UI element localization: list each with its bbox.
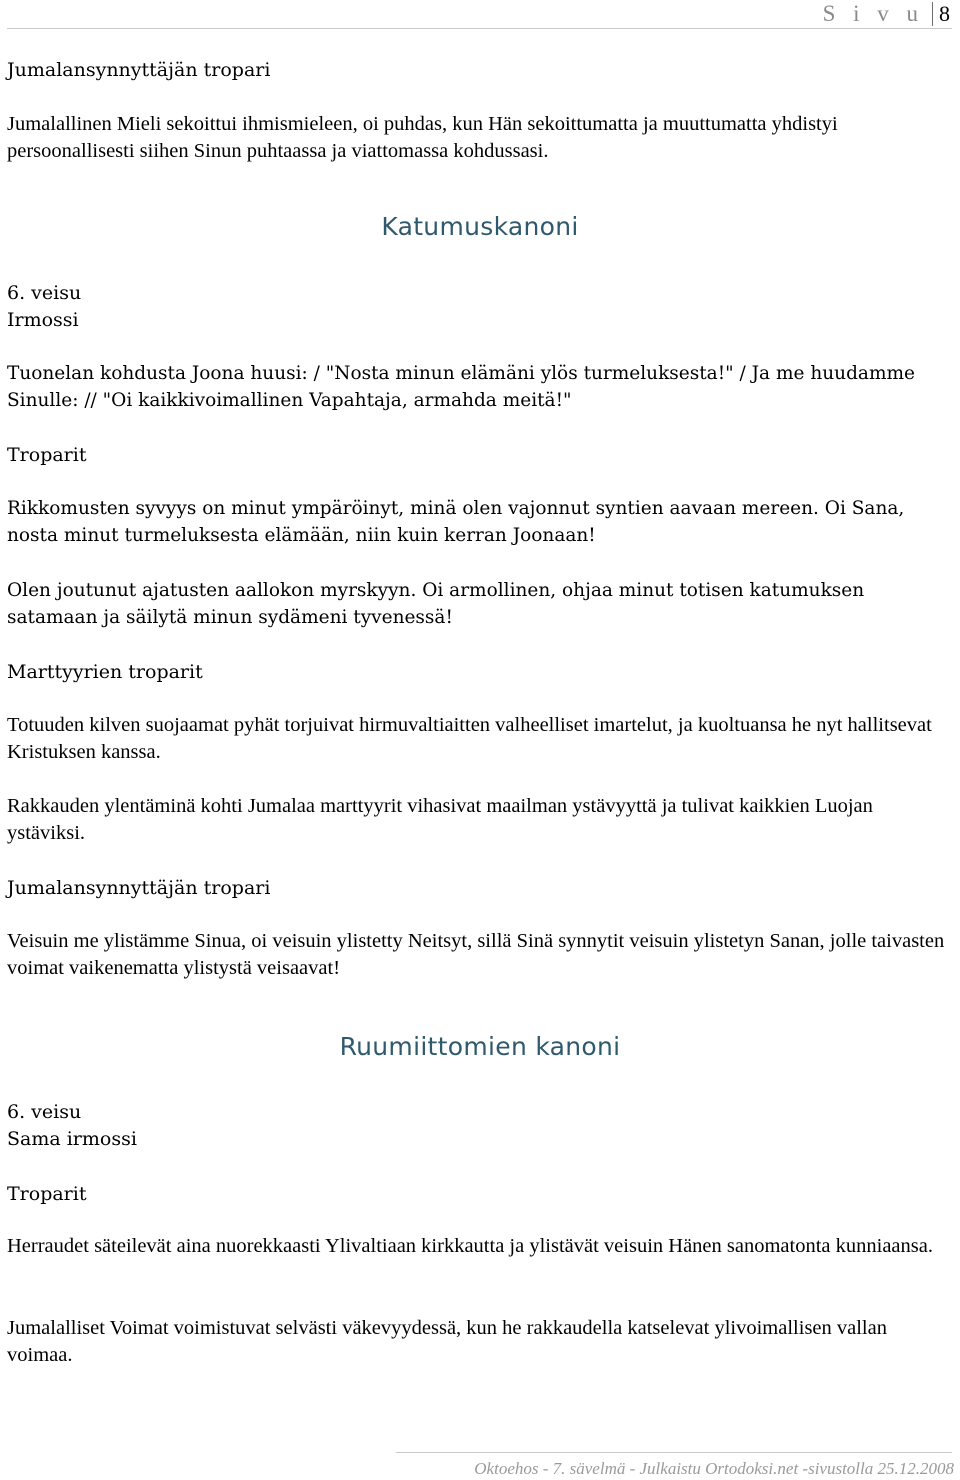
footer-text: Oktoehos - 7. sävelmä - Julkaistu Ortodoksi.net -sivustolla 25.12.2008	[474, 1459, 954, 1478]
footer-rule	[396, 1452, 952, 1453]
paragraph-theotokion-2: Veisuin me ylistämme Sinua, oi veisuin ylistetty Neitsyt, sillä Sinä synnytit veisuin ylistetyn Sanan, jolle taivasten voimat vaikenematta ylistystä veisaavat!	[7, 930, 945, 979]
paragraph-martyrs-1: Totuuden kilven suojaamat pyhät torjuivat hirmuvaltiaitten valheelliset imartelut, ja kuoltuansa he nyt hallitsevat Kristuksen kanssa.	[7, 714, 932, 763]
paragraph-troparion-4: Jumalalliset Voimat voimistuvat selvästi väkevyydessä, kun he rakkaudella katselevat ylivoimallisen vallan voimaa.	[7, 1317, 887, 1366]
irmos-label: Irmossi	[7, 309, 79, 331]
canon-title-katumuskanoni: Katumuskanoni	[381, 212, 579, 241]
paragraph-troparion-3: Herraudet säteilevät aina nuorekkaasti Ylivaltiaan kirkkautta ja ylistävät veisuin Hänen sanomatonta kunniaansa.	[7, 1235, 933, 1257]
ode-label-2: 6. veisu	[7, 1101, 82, 1123]
troparia-label-2: Troparit	[7, 1183, 87, 1205]
section-label-theotokion-1: Jumalansynnyttäjän tropari	[7, 59, 271, 81]
page-header	[7, 0, 952, 29]
martyrs-label: Marttyyrien troparit	[7, 661, 203, 683]
paragraph-theotokion-1: Jumalallinen Mieli sekoittui ihmismieleen, oi puhdas, kun Hän sekoittumatta ja muuttumatta yhdistyi persoonallisesti siihen Sinun puhtaassa ja viattomassa kohdussasi.	[7, 113, 838, 162]
page-separator	[932, 2, 933, 26]
section-label-theotokion-2: Jumalansynnyttäjän tropari	[7, 877, 271, 899]
ode-label-1: 6. veisu	[7, 282, 82, 304]
troparia-label-1: Troparit	[7, 444, 87, 466]
page-label: S i v u	[822, 1, 924, 26]
paragraph-irmos: Tuonelan kohdusta Joona huusi: / "Nosta minun elämäni ylös turmeluksesta!" / Ja me huudamme Sinulle: // "Oi kaikkivoimallinen Vapahtaja, armahda meitä!"	[7, 363, 915, 411]
same-irmos-label: Sama irmossi	[7, 1128, 137, 1150]
canon-title-ruumiittomien: Ruumiittomien kanoni	[339, 1032, 621, 1061]
paragraph-troparion-2: Olen joutunut ajatusten aallokon myrskyyn. Oi armollinen, ohjaa minut totisen katumuksen satamaan ja säilytä minun sydämeni tyvenessä!	[7, 580, 865, 628]
page-number: 8	[939, 1, 950, 26]
paragraph-troparion-1: Rikkomusten syvyys on minut ympäröinyt, minä olen vajonnut syntien aavaan mereen. Oi Sana, nosta minut turmeluksesta elämään, niin kuin kerran Joonaan!	[7, 498, 905, 546]
paragraph-martyrs-2: Rakkauden ylentäminä kohti Jumalaa marttyyrit vihasivat maailman ystävyyttä ja tulivat kaikkien Luojan ystäviksi.	[7, 795, 873, 844]
